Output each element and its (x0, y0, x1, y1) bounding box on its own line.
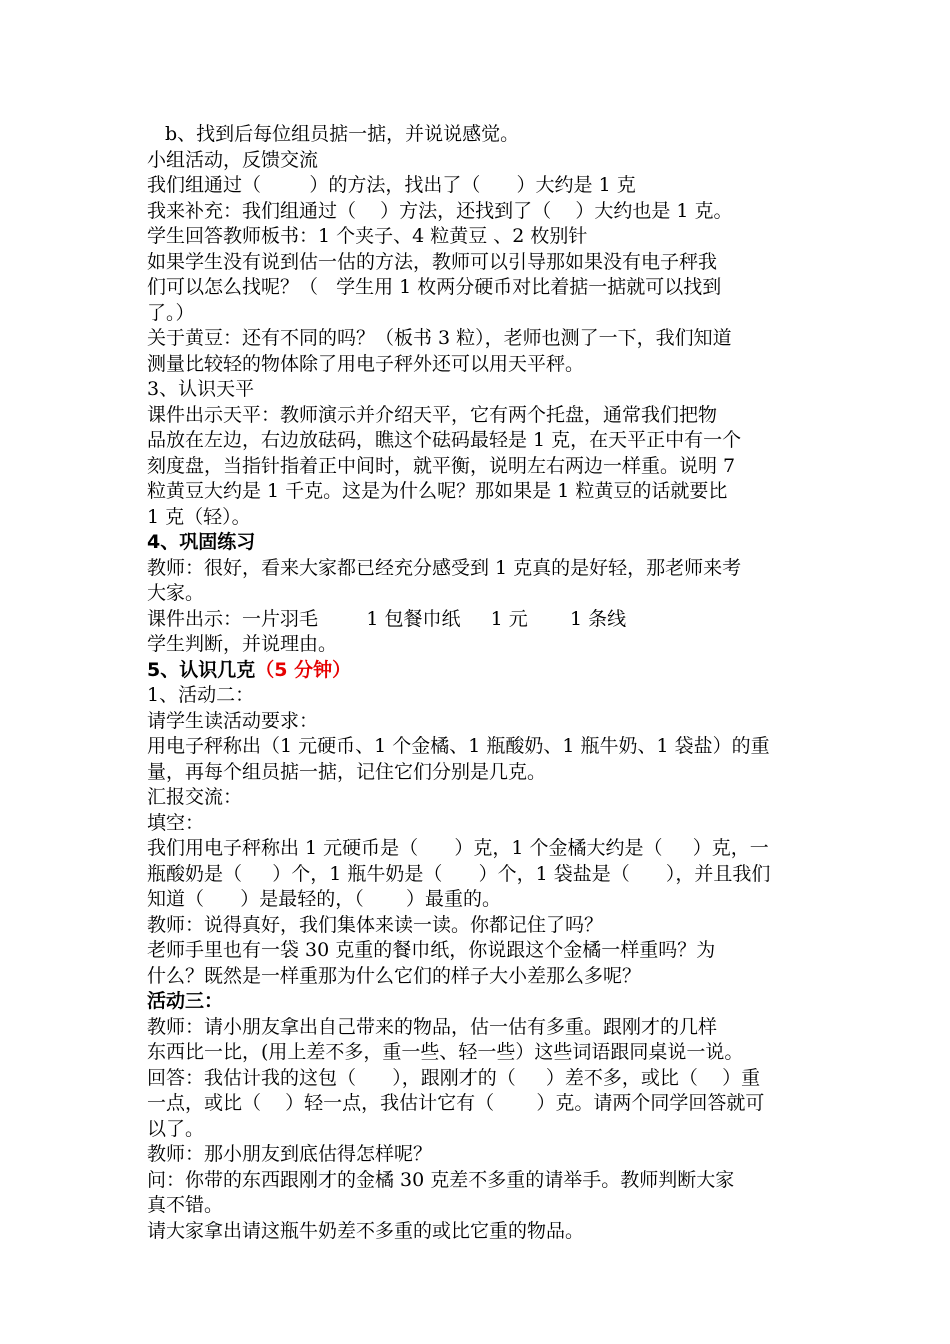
text-line: 填空： (147, 811, 205, 834)
section-heading (147, 658, 810, 684)
text-line: 3、认识天平 (147, 378, 255, 400)
text-line: 品放在左边，右边放砝码，瞧这个砝码最轻是 1 克，在天平正中有一个 (147, 429, 742, 451)
text-line: 回答：我估计我的这包（ ），跟刚才的（ ）差不多，或比（ ）重 (147, 1066, 761, 1089)
text-line: 老师手里也有一袋 30 克重的餐巾纸，你说跟这个金橘一样重吗？为 (147, 939, 716, 961)
text-line: 课件出示天平：教师演示并介绍天平，它有两个托盘，通常我们把物 (147, 403, 718, 426)
text-line: 请学生读活动要求： (147, 709, 319, 732)
section-heading: 4、巩固练习 (147, 531, 256, 553)
text-line: 1、活动二： (147, 684, 255, 706)
text-line: 请大家拿出请这瓶牛奶差不多重的或比它重的物品。 (147, 1219, 585, 1242)
text-line: 课件出示：一片羽毛 1 包餐巾纸 1 元 1 条线 (147, 607, 627, 630)
text-line: 关于黄豆：还有不同的吗？（板书 3 粒），老师也测了一下，我们知道 (147, 327, 732, 349)
text-line: 东西比一比，(用上差不多，重一些、轻一些）这些词语跟同桌说一说。 (147, 1041, 744, 1063)
text-line: 学生回答教师板书：1 个夹子、4 粒黄豆 、2 枚别针 (147, 225, 588, 247)
section-heading: 活动三： (147, 990, 224, 1012)
text-line: 知道（ ）是最轻的，（ ）最重的。 (147, 888, 502, 910)
text-line: 我们组通过（ ）的方法，找出了（ ）大约是 1 克 (147, 174, 636, 196)
text-line: 瓶酸奶是（ ）个，1 瓶牛奶是（ ）个，1 袋盐是（ ），并且我们 (147, 862, 771, 885)
text-line: 们可以怎么找呢？（ 学生用 1 枚两分硬币对比着掂一掂就可以找到 (147, 276, 722, 298)
text-line: 问：你带的东西跟刚才的金橘 30 克差不多重的请举手。教师判断大家 (147, 1168, 735, 1191)
text-line: 如果学生没有说到估一估的方法，教师可以引导那如果没有电子秤我 (147, 250, 718, 273)
text-line: 粒黄豆大约是 1 千克。这是为什么呢？那如果是 1 粒黄豆的话就要比 (147, 480, 728, 502)
text-line: 教师：很好，看来大家都已经充分感受到 1 克真的是好轻，那老师来考 (147, 556, 742, 579)
text-line: 了。） (147, 301, 195, 324)
text-line: 教师：请小朋友拿出自己带来的物品，估一估有多重。跟刚才的几样 (147, 1015, 718, 1038)
section-heading-text: 5、认识几克 (147, 658, 256, 681)
text-line: 量，再每个组员掂一掂，记住它们分别是几克。 (147, 760, 547, 783)
text-line: 大家。 (147, 582, 205, 604)
text-line: 汇报交流： (147, 786, 243, 808)
text-line: 我来补充：我们组通过（ ）方法，还找到了（ ）大约也是 1 克。 (147, 199, 733, 222)
time-note: （5 分钟） (255, 658, 352, 681)
text-line: 什么？既然是一样重那为什么它们的样子大小差那么多呢？ (147, 964, 642, 987)
text-line: 小组活动，反馈交流 (147, 148, 319, 171)
text-line: 刻度盘，当指针指着正中间时，就平衡，说明左右两边一样重。说明 7 (147, 454, 736, 477)
text-line: 学生判断，并说理由。 (147, 633, 338, 655)
text-line: 以了。 (147, 1117, 205, 1140)
text-line: b、找到后每位组员掂一掂，并说说感觉。 (165, 123, 520, 145)
text-line: 教师：说得真好，我们集体来读一读。你都记住了吗？ (147, 913, 604, 936)
text-line: 一点，或比（ ）轻一点，我估计它有（ ）克。请两个同学回答就可 (147, 1092, 765, 1114)
text-line: 测量比较轻的物体除了用电子秤外还可以用天平秤。 (147, 352, 585, 375)
text-line: 1 克（轻）。 (147, 505, 251, 528)
text-line: 我们用电子秤称出 1 元硬币是（ ）克，1 个金橘大约是（ ）克，一 (147, 837, 769, 859)
text-line: 用电子秤称出（1 元硬币、1 个金橘、1 瓶酸奶、1 瓶牛奶、1 袋盐）的重 (147, 735, 770, 757)
text-line: 真不错。 (147, 1194, 224, 1216)
text-line: 教师：那小朋友到底估得怎样呢？ (147, 1143, 433, 1165)
